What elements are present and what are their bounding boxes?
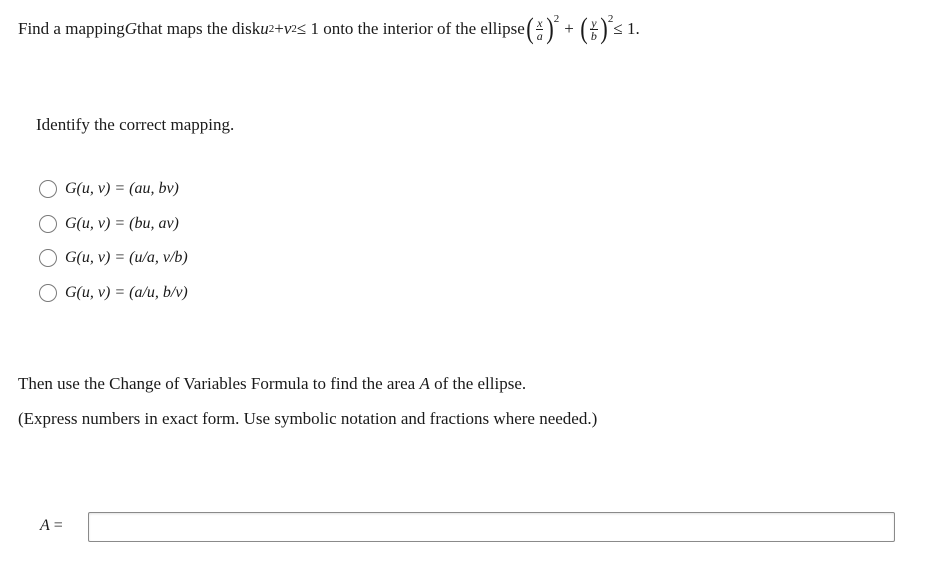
then-end: of the ellipse. [429, 374, 527, 393]
ellipse-plus: + [564, 19, 574, 38]
radio-button[interactable] [39, 249, 57, 267]
answer-input[interactable] [88, 512, 895, 542]
answer-variable: A [40, 517, 50, 534]
fraction-y-over-b: $\frac{y}{b}$ [590, 15, 597, 43]
radio-button[interactable] [39, 284, 57, 302]
ellipse-term-y: ( $\frac{y}{b}$ ) $^2$ [580, 12, 614, 45]
disk-u: u [260, 19, 269, 38]
identify-label: Identify the correct mapping. [36, 115, 235, 134]
disk-le: ≤ 1 onto the interior of the ellipse [296, 19, 525, 38]
option-2[interactable] [39, 213, 179, 235]
option-label: G(u, v) = (a/u, b/v) [65, 284, 188, 301]
area-variable: A [419, 374, 430, 393]
option-label: G(u, v) = (u/a, v/b) [65, 249, 188, 266]
option-3[interactable] [39, 247, 188, 269]
prompt-mid: that maps the disk [137, 19, 261, 38]
then-instruction [18, 374, 526, 394]
disk-v: v [283, 19, 292, 38]
radio-button[interactable] [39, 180, 57, 198]
disk-plus: + [274, 19, 284, 38]
option-1[interactable] [39, 178, 179, 200]
radio-button[interactable] [39, 215, 57, 233]
option-label: G(u, v) = (bu, av) [65, 215, 179, 232]
option-label: G(u, v) = (au, bv) [65, 180, 179, 197]
answer-equals: = [49, 517, 63, 534]
express-instruction: (Express numbers in exact form. Use symbolic notation and fractions where needed.) [18, 409, 598, 428]
ellipse-term-x: ( $\frac{x}{a}$ ) $^2$ [526, 12, 560, 45]
fraction-x-over-a: $\frac{x}{a}$ [536, 15, 543, 43]
then-start: Then use the Change of Variables Formula to find the area [18, 374, 420, 393]
option-4[interactable] [39, 282, 188, 304]
answer-label [40, 517, 63, 535]
prompt-start: Find a mapping [18, 19, 125, 38]
question-prompt: Find a mapping G that maps the disk u 2 + v 2 ≤ 1 onto the interior of the ellipse ( $\frac{x}{a}$ ) $^2$ + ( $\frac{y}{b}$ ) $^2$ ≤ 1. [18, 12, 640, 45]
mapping-variable: G [124, 19, 137, 38]
ellipse-le: ≤ 1. [613, 19, 640, 38]
